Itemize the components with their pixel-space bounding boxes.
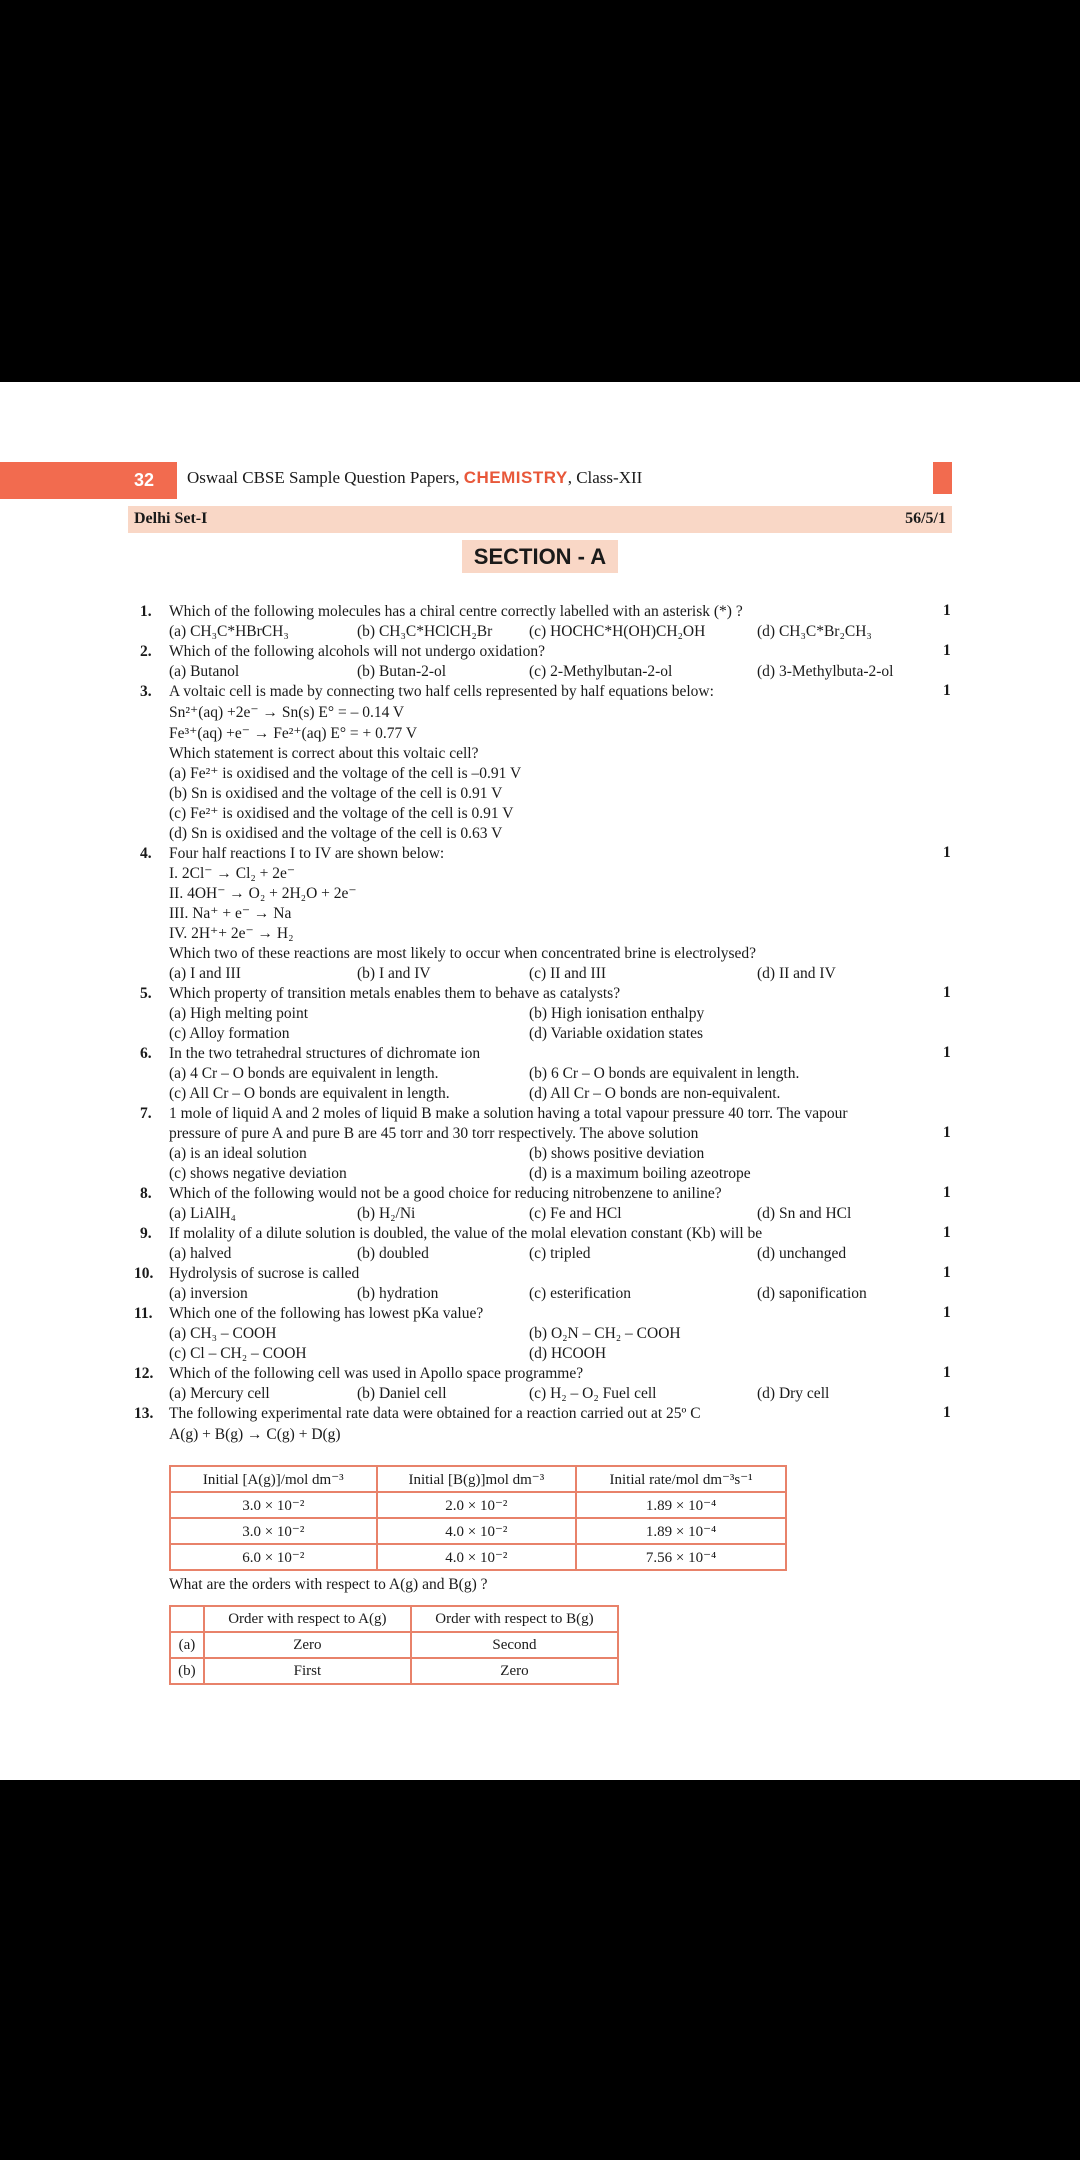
question-mark: 1: [943, 642, 951, 659]
set-bar: [128, 506, 952, 533]
question-mark: 1: [943, 1124, 951, 1141]
q-number: 9.: [140, 1225, 152, 1242]
table-row: [170, 1544, 786, 1570]
option: (a) CH₃C*HBrCH₃: [169, 623, 289, 640]
question-mark: 1: [943, 602, 951, 619]
question-text: If molality of a dilute solution is doubled, the value of the molal elevation constant (Kb) will be: [169, 1225, 763, 1242]
question-text: Hydrolysis of sucrose is called: [169, 1265, 360, 1282]
header-right-accent: [933, 462, 952, 494]
option: (d) unchanged: [757, 1245, 847, 1262]
question-text: The following experimental rate data were obtained for a reaction carried out at 25º C: [169, 1405, 701, 1422]
option: (a) High melting point: [169, 1005, 309, 1022]
q-number: 4.: [140, 845, 152, 862]
table-cell: 3.0 × 10⁻²: [170, 1518, 377, 1544]
table-cell: (b): [170, 1658, 204, 1684]
table-cell: (a): [170, 1632, 204, 1658]
table-cell: Second: [411, 1632, 618, 1658]
title-suffix: , Class-XII: [567, 468, 643, 487]
option: (b) doubled: [357, 1245, 429, 1262]
option: (c) Fe and HCl: [529, 1205, 622, 1222]
option: (a) halved: [169, 1245, 232, 1262]
option: (c) Fe²⁺ is oxidised and the voltage of the cell is 0.91 V: [169, 805, 514, 822]
question-text-cont: pressure of pure A and pure B are 45 torr and 30 torr respectively. The above solution: [169, 1125, 699, 1142]
table-cell: 3.0 × 10⁻²: [170, 1492, 377, 1518]
column-header: Initial [B(g)]mol dm⁻³: [377, 1466, 577, 1492]
option: (c) Cl – CH₂ – COOH: [169, 1345, 307, 1362]
option: (c) 2-Methylbutan-2-ol: [529, 663, 673, 680]
table-header-row: [170, 1466, 786, 1492]
question-mark: 1: [943, 1404, 951, 1421]
question-text: A voltaic cell is made by connecting two half cells represented by half equations below:: [169, 683, 714, 700]
table-cell: 7.56 × 10⁻⁴: [576, 1544, 786, 1570]
q-number: 6.: [140, 1045, 152, 1062]
reaction: I. 2Cl⁻ → Cl₂ + 2e⁻: [169, 865, 296, 882]
q-number: 1.: [140, 603, 152, 620]
option: (b) Butan-2-ol: [357, 663, 447, 680]
section-title: SECTION - A: [462, 540, 618, 573]
table-cell: 6.0 × 10⁻²: [170, 1544, 377, 1570]
table-cell: 1.89 × 10⁻⁴: [576, 1518, 786, 1544]
table-cell: 2.0 × 10⁻²: [377, 1492, 577, 1518]
question-mark: 1: [943, 1264, 951, 1281]
question-text: Which of the following alcohols will not undergo oxidation?: [169, 643, 545, 660]
option: (c) HOCHC*H(OH)CH₂OH: [529, 623, 706, 640]
table-cell: 1.89 × 10⁻⁴: [576, 1492, 786, 1518]
option: (c) tripled: [529, 1245, 591, 1262]
table-header-row: [170, 1606, 618, 1632]
reaction: II. 4OH⁻ → O₂ + 2H₂O + 2e⁻: [169, 885, 357, 902]
question-mark: 1: [943, 1364, 951, 1381]
option: (a) Mercury cell: [169, 1385, 270, 1402]
option: (b) hydration: [357, 1285, 439, 1302]
column-header: [170, 1606, 204, 1632]
paper-code: 56/5/1: [905, 510, 946, 527]
table-row: [170, 1632, 618, 1658]
q-number: 12.: [134, 1365, 154, 1382]
set-name: Delhi Set-I: [134, 510, 208, 527]
option: (d) is a maximum boiling azeotrope: [529, 1165, 751, 1182]
page: [0, 382, 1080, 1780]
q-number: 3.: [140, 683, 152, 700]
question-text: Which of the following would not be a good choice for reducing nitrobenzene to aniline?: [169, 1185, 722, 1202]
column-header: Initial rate/mol dm⁻³s⁻¹: [576, 1466, 786, 1492]
option: (d) 3-Methylbuta-2-ol: [757, 663, 894, 680]
option: (d) All Cr – O bonds are non-equivalent.: [529, 1085, 781, 1102]
q-number: 13.: [134, 1405, 154, 1422]
equation: Fe³⁺(aq) +e⁻ → Fe²⁺(aq) E° = + 0.77 V: [169, 725, 418, 742]
question-text: Which of the following molecules has a chiral centre correctly labelled with an asterisk (*) ?: [169, 603, 743, 620]
option: (a) I and III: [169, 965, 241, 982]
question-text: In the two tetrahedral structures of dichromate ion: [169, 1045, 481, 1062]
option: (d) Sn and HCl: [757, 1205, 852, 1222]
table-row: [170, 1658, 618, 1684]
question-stem: Which two of these reactions are most likely to occur when concentrated brine is electrolysed?: [169, 945, 757, 962]
reaction: IV. 2H⁺+ 2e⁻ → H₂: [169, 925, 294, 942]
table-cell: 4.0 × 10⁻²: [377, 1544, 577, 1570]
option: (a) 4 Cr – O bonds are equivalent in length.: [169, 1065, 439, 1082]
table-row: [170, 1492, 786, 1518]
question-text: Which of the following cell was used in Apollo space programme?: [169, 1365, 584, 1382]
question-stem: What are the orders with respect to A(g) and B(g) ?: [169, 1576, 488, 1593]
option: (d) Sn is oxidised and the voltage of the cell is 0.63 V: [169, 825, 503, 842]
question-text: Which one of the following has lowest pKa value?: [169, 1305, 484, 1322]
option: (a) LiAlH₄: [169, 1205, 236, 1222]
table-row: [170, 1518, 786, 1544]
option: (a) Fe²⁺ is oxidised and the voltage of the cell is –0.91 V: [169, 765, 522, 782]
option: (b) High ionisation enthalpy: [529, 1005, 705, 1022]
question-stem: Which statement is correct about this voltaic cell?: [169, 745, 479, 762]
q-number: 7.: [140, 1105, 152, 1122]
column-header: Initial [A(g)]/mol dm⁻³: [170, 1466, 377, 1492]
option: (b) 6 Cr – O bonds are equivalent in length.: [529, 1065, 800, 1082]
subject: CHEMISTRY: [463, 468, 568, 487]
question-mark: 1: [943, 1184, 951, 1201]
question-mark: 1: [943, 1304, 951, 1321]
question-text: Which property of transition metals enables them to behave as catalysts?: [169, 985, 621, 1002]
option: (b) H₂/Ni: [357, 1205, 416, 1222]
option: (b) Sn is oxidised and the voltage of the cell is 0.91 V: [169, 785, 503, 802]
question-mark: 1: [943, 682, 951, 699]
reaction: III. Na⁺ + e⁻ → Na: [169, 905, 292, 922]
q-number: 11.: [134, 1305, 153, 1322]
column-header: Order with respect to B(g): [411, 1606, 618, 1632]
page-number: 32: [134, 470, 155, 490]
question-mark: 1: [943, 984, 951, 1001]
question-text: Four half reactions I to IV are shown below:: [169, 845, 445, 862]
table-cell: Zero: [411, 1658, 618, 1684]
option: (c) shows negative deviation: [169, 1165, 347, 1182]
option: (b) I and IV: [357, 965, 431, 982]
option: (d) saponification: [757, 1285, 867, 1302]
header-title: [187, 468, 642, 488]
option: (c) All Cr – O bonds are equivalent in length.: [169, 1085, 450, 1102]
table-cell: First: [204, 1658, 411, 1684]
equation: Sn²⁺(aq) +2e⁻ → Sn(s) E° = – 0.14 V: [169, 704, 405, 721]
option: (d) Variable oxidation states: [529, 1025, 704, 1042]
q-number: 5.: [140, 985, 152, 1002]
table-cell: Zero: [204, 1632, 411, 1658]
option: (c) II and III: [529, 965, 607, 982]
option: (a) is an ideal solution: [169, 1145, 307, 1162]
question-mark: 1: [943, 844, 951, 861]
option: (c) esterification: [529, 1285, 631, 1302]
q-number: 2.: [140, 643, 152, 660]
title-prefix: Oswaal CBSE Sample Question Papers,: [187, 468, 464, 487]
question-text: 1 mole of liquid A and 2 moles of liquid B make a solution having a total vapour pressure 40 torr. The vapour: [169, 1105, 848, 1122]
question-mark: 1: [943, 1044, 951, 1061]
option: (b) shows positive deviation: [529, 1145, 705, 1162]
option: (d) CH₃C*Br₂CH₃: [757, 623, 872, 640]
option: (b) CH₃C*HClCH₂Br: [357, 623, 493, 640]
q-number: 8.: [140, 1185, 152, 1202]
rate-data-table: [169, 1465, 787, 1571]
option: (b) Daniel cell: [357, 1385, 447, 1402]
option: (c) Alloy formation: [169, 1025, 290, 1042]
option: (a) CH₃ – COOH: [169, 1325, 277, 1342]
option: (c) H₂ – O₂ Fuel cell: [529, 1385, 657, 1402]
question-mark: 1: [943, 1224, 951, 1241]
table-cell: 4.0 × 10⁻²: [377, 1518, 577, 1544]
reaction-equation: A(g) + B(g) → C(g) + D(g): [169, 1426, 341, 1443]
column-header: Order with respect to A(g): [204, 1606, 411, 1632]
q-number: 10.: [134, 1265, 154, 1282]
order-options-table: [169, 1605, 619, 1685]
option: (a) Butanol: [169, 663, 240, 680]
option: (d) Dry cell: [757, 1385, 830, 1402]
option: (d) HCOOH: [529, 1345, 607, 1362]
option: (d) II and IV: [757, 965, 836, 982]
option: (b) O₂N – CH₂ – COOH: [529, 1325, 681, 1342]
option: (a) inversion: [169, 1285, 248, 1302]
